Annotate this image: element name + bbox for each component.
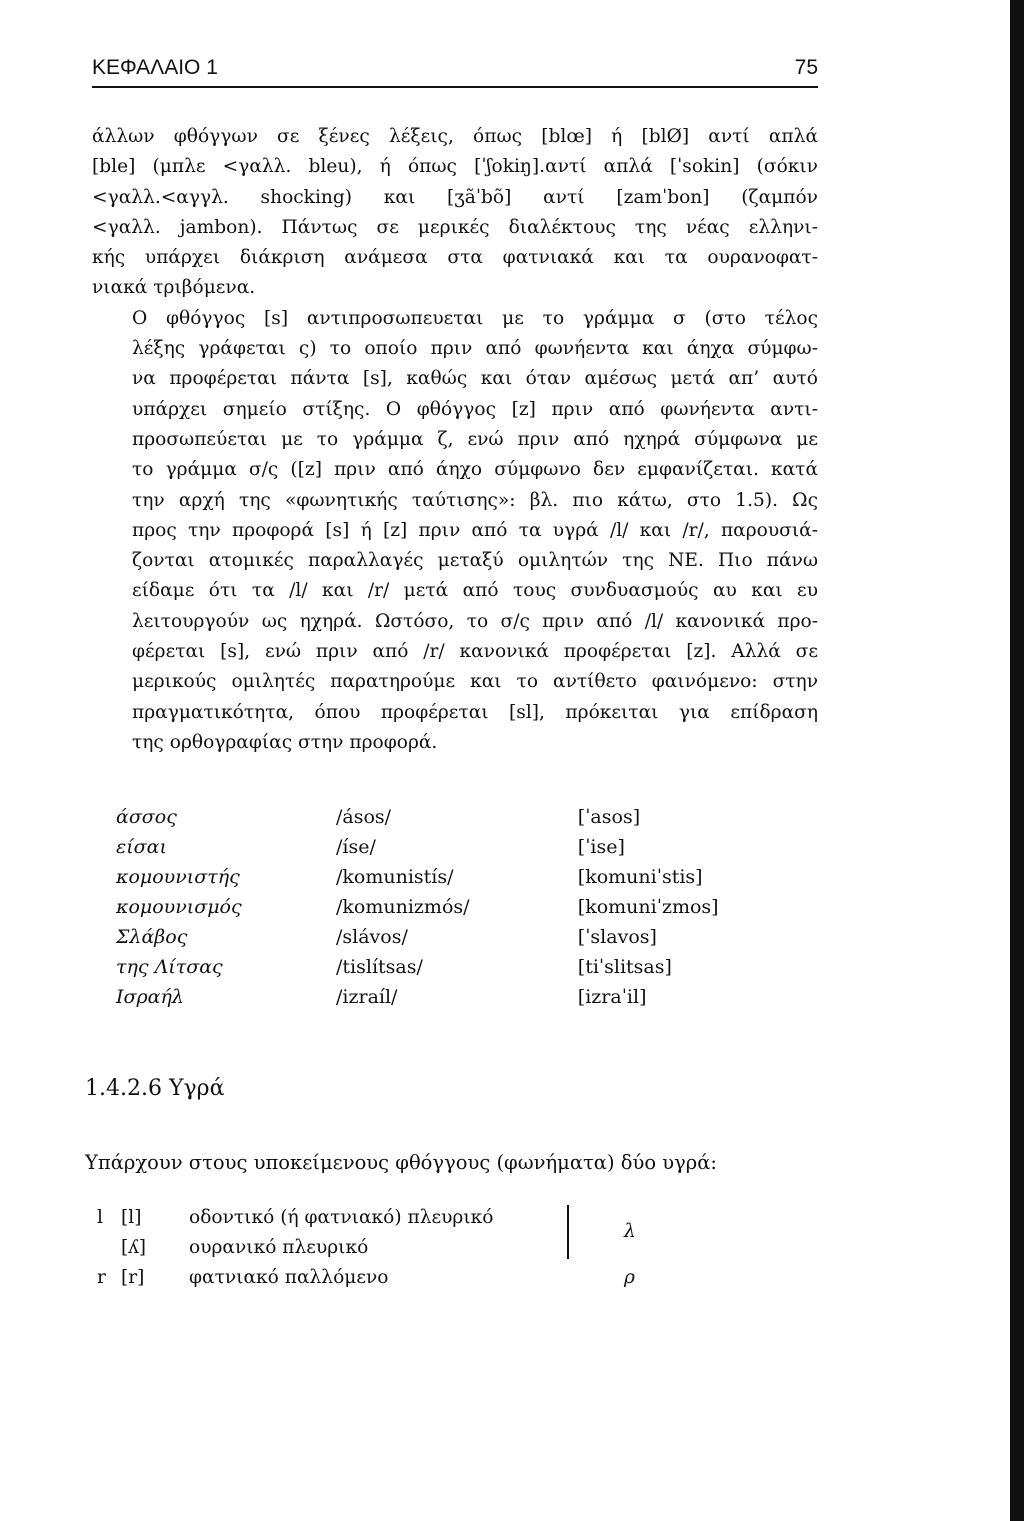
example-phonetic: [komuniˈstis] <box>577 866 703 888</box>
text-line: της ορθογραφίας στην προφορά. <box>132 731 438 753</box>
example-word: Ισραήλ <box>116 986 184 1008</box>
text-line: φέρεται [s], ενώ πριν από /r/ κανονικά προφέρεται [z]. Αλλά σε <box>132 641 818 663</box>
text-line: άλλων φθόγγων σε ξένες λέξεις, όπως [blœ] ή [blØ] αντί απλά <box>92 126 818 147</box>
liquid-ipa: [r] <box>121 1267 145 1288</box>
example-row <box>116 896 776 926</box>
example-phonetic: [komuniˈzmos] <box>577 896 719 918</box>
example-word: είσαι <box>116 836 167 858</box>
grouping-bracket <box>567 1205 569 1259</box>
example-phonetic: [izraˈil] <box>577 986 647 1008</box>
lateral-symbol: λ <box>624 1221 636 1242</box>
text-line: λέξης γράφεται ς) το οποίο πριν από φωνήεντα και άηχα σύμφω- <box>132 338 818 360</box>
example-word: κομουνισμός <box>116 896 242 918</box>
trill-symbol: ρ <box>624 1267 635 1288</box>
example-word: Σλάβος <box>116 926 188 948</box>
example-phonemic: /izraíl/ <box>336 986 398 1008</box>
text-line: ζονται ατομικές παραλλαγές μεταξύ ομιλητών της ΝΕ. Πιο πάνω <box>132 550 818 572</box>
text-line: προς την προφορά [s] ή [z] πριν από τα υγρά /l/ και /r/, παρουσιά- <box>132 519 818 541</box>
text-line: Ο φθόγγος [s] αντιπροσωπευεται με το γράμμα σ (στο τέλος <box>132 307 818 329</box>
paragraph-1 <box>92 122 818 304</box>
liquid-description: οδοντικό (ή φατνιακό) πλευρικό <box>189 1207 494 1228</box>
example-phonemic: /íse/ <box>336 836 376 858</box>
text-line: είδαμε ότι τα /l/ και /r/ μετά από τους συνδυασμούς αυ και ευ <box>132 580 818 602</box>
liquids-list <box>97 1207 697 1297</box>
text-line: πραγματικότητα, όπου προφέρεται [sl], πρόκειται για επίδραση <box>132 701 818 723</box>
example-word: της Λίτσας <box>116 956 223 978</box>
example-phonetic: [ˈslavos] <box>577 926 657 948</box>
example-row <box>116 986 776 1016</box>
liquid-description: ουρανικό πλευρικό <box>189 1237 369 1258</box>
example-words-table <box>116 806 776 1016</box>
example-phonetic: [tiˈslitsas] <box>577 956 672 978</box>
example-phonemic: /komunizmós/ <box>336 896 470 918</box>
example-row <box>116 956 776 986</box>
example-row <box>116 926 776 956</box>
example-phonemic: /slávos/ <box>336 926 408 948</box>
liquid-letter: l <box>97 1207 103 1228</box>
example-phonetic: [ˈise] <box>577 836 625 858</box>
text-line: <γαλλ.<αγγλ. shocking) και [ʒãˈbõ] αντί [zamˈbon] (ζαμπόν <box>92 186 818 208</box>
liquid-row <box>97 1267 697 1297</box>
example-word: άσσος <box>116 806 177 828</box>
liquid-ipa: [ʎ] <box>121 1237 147 1258</box>
liquid-letter: r <box>97 1267 106 1288</box>
text-line: προσωπεύεται με το γράμμα ζ, ενώ πριν από ηχηρά σύμφωνα με <box>132 428 818 450</box>
example-row <box>116 866 776 896</box>
text-line: λειτουργούν ως ηχηρά. Ωστόσο, το σ/ς πριν από /l/ κανονικά προ- <box>132 610 818 632</box>
liquid-description: φατνιακό παλλόμενο <box>189 1267 389 1288</box>
body-text <box>92 122 818 758</box>
liquid-row <box>97 1207 697 1237</box>
text-line: κής υπάρχει διάκριση ανάμεσα στα φατνιακά και τα ουρανοφατ- <box>92 247 818 269</box>
text-line: να προφέρεται πάντα [s], καθώς και όταν αμέσως μετά απ’ αυτό <box>132 368 818 390</box>
example-phonemic: /komunistís/ <box>336 866 454 888</box>
text-line: [ble] (μπλε <γαλλ. bleu), ή όπως [ˈʃokiŋ].αντί απλά [ˈsokin] (σόκιν <box>92 156 818 178</box>
section-intro: Υπάρχουν στους υποκείμενους φθόγγους (φωνήματα) δύο υγρά: <box>85 1151 717 1174</box>
liquid-ipa: [l] <box>121 1207 142 1228</box>
example-row <box>116 806 776 836</box>
running-header <box>92 56 818 88</box>
example-phonetic: [ˈasos] <box>577 806 641 828</box>
text-line: την αρχή της «φωνητικής ταύτισης»: βλ. πιο κάτω, στο 1.5). Ως <box>132 489 818 511</box>
text-line: νιακά τριβόμενα. <box>92 277 256 299</box>
page-number: 75 <box>794 56 818 79</box>
text-line: μερικούς ομιλητές παρατηρούμε και το αντίθετο φαινόμενο: στην <box>132 671 818 693</box>
paragraph-2 <box>92 304 818 758</box>
text-line: υπάρχει σημείο στίξης. Ο φθόγγος [z] πριν από φωνήεντα αντι- <box>132 398 818 420</box>
text-line: <γαλλ. jambon). Πάντως σε μερικές διαλέκτους της νέας ελληνι- <box>92 216 818 238</box>
page-edge-shadow <box>1010 0 1024 1521</box>
example-phonemic: /tislítsas/ <box>336 956 423 978</box>
section-heading: 1.4.2.6 Υγρά <box>85 1076 225 1101</box>
chapter-title: ΚΕΦΑΛΑΙΟ 1 <box>92 56 218 79</box>
text-line: το γράμμα σ/ς ([z] πριν από άηχο σύμφωνο δεν εμφανίζεται. κατά <box>132 459 818 481</box>
liquid-row <box>97 1237 697 1267</box>
example-row <box>116 836 776 866</box>
example-phonemic: /ásos/ <box>336 806 392 828</box>
example-word: κομουνιστής <box>116 866 240 888</box>
